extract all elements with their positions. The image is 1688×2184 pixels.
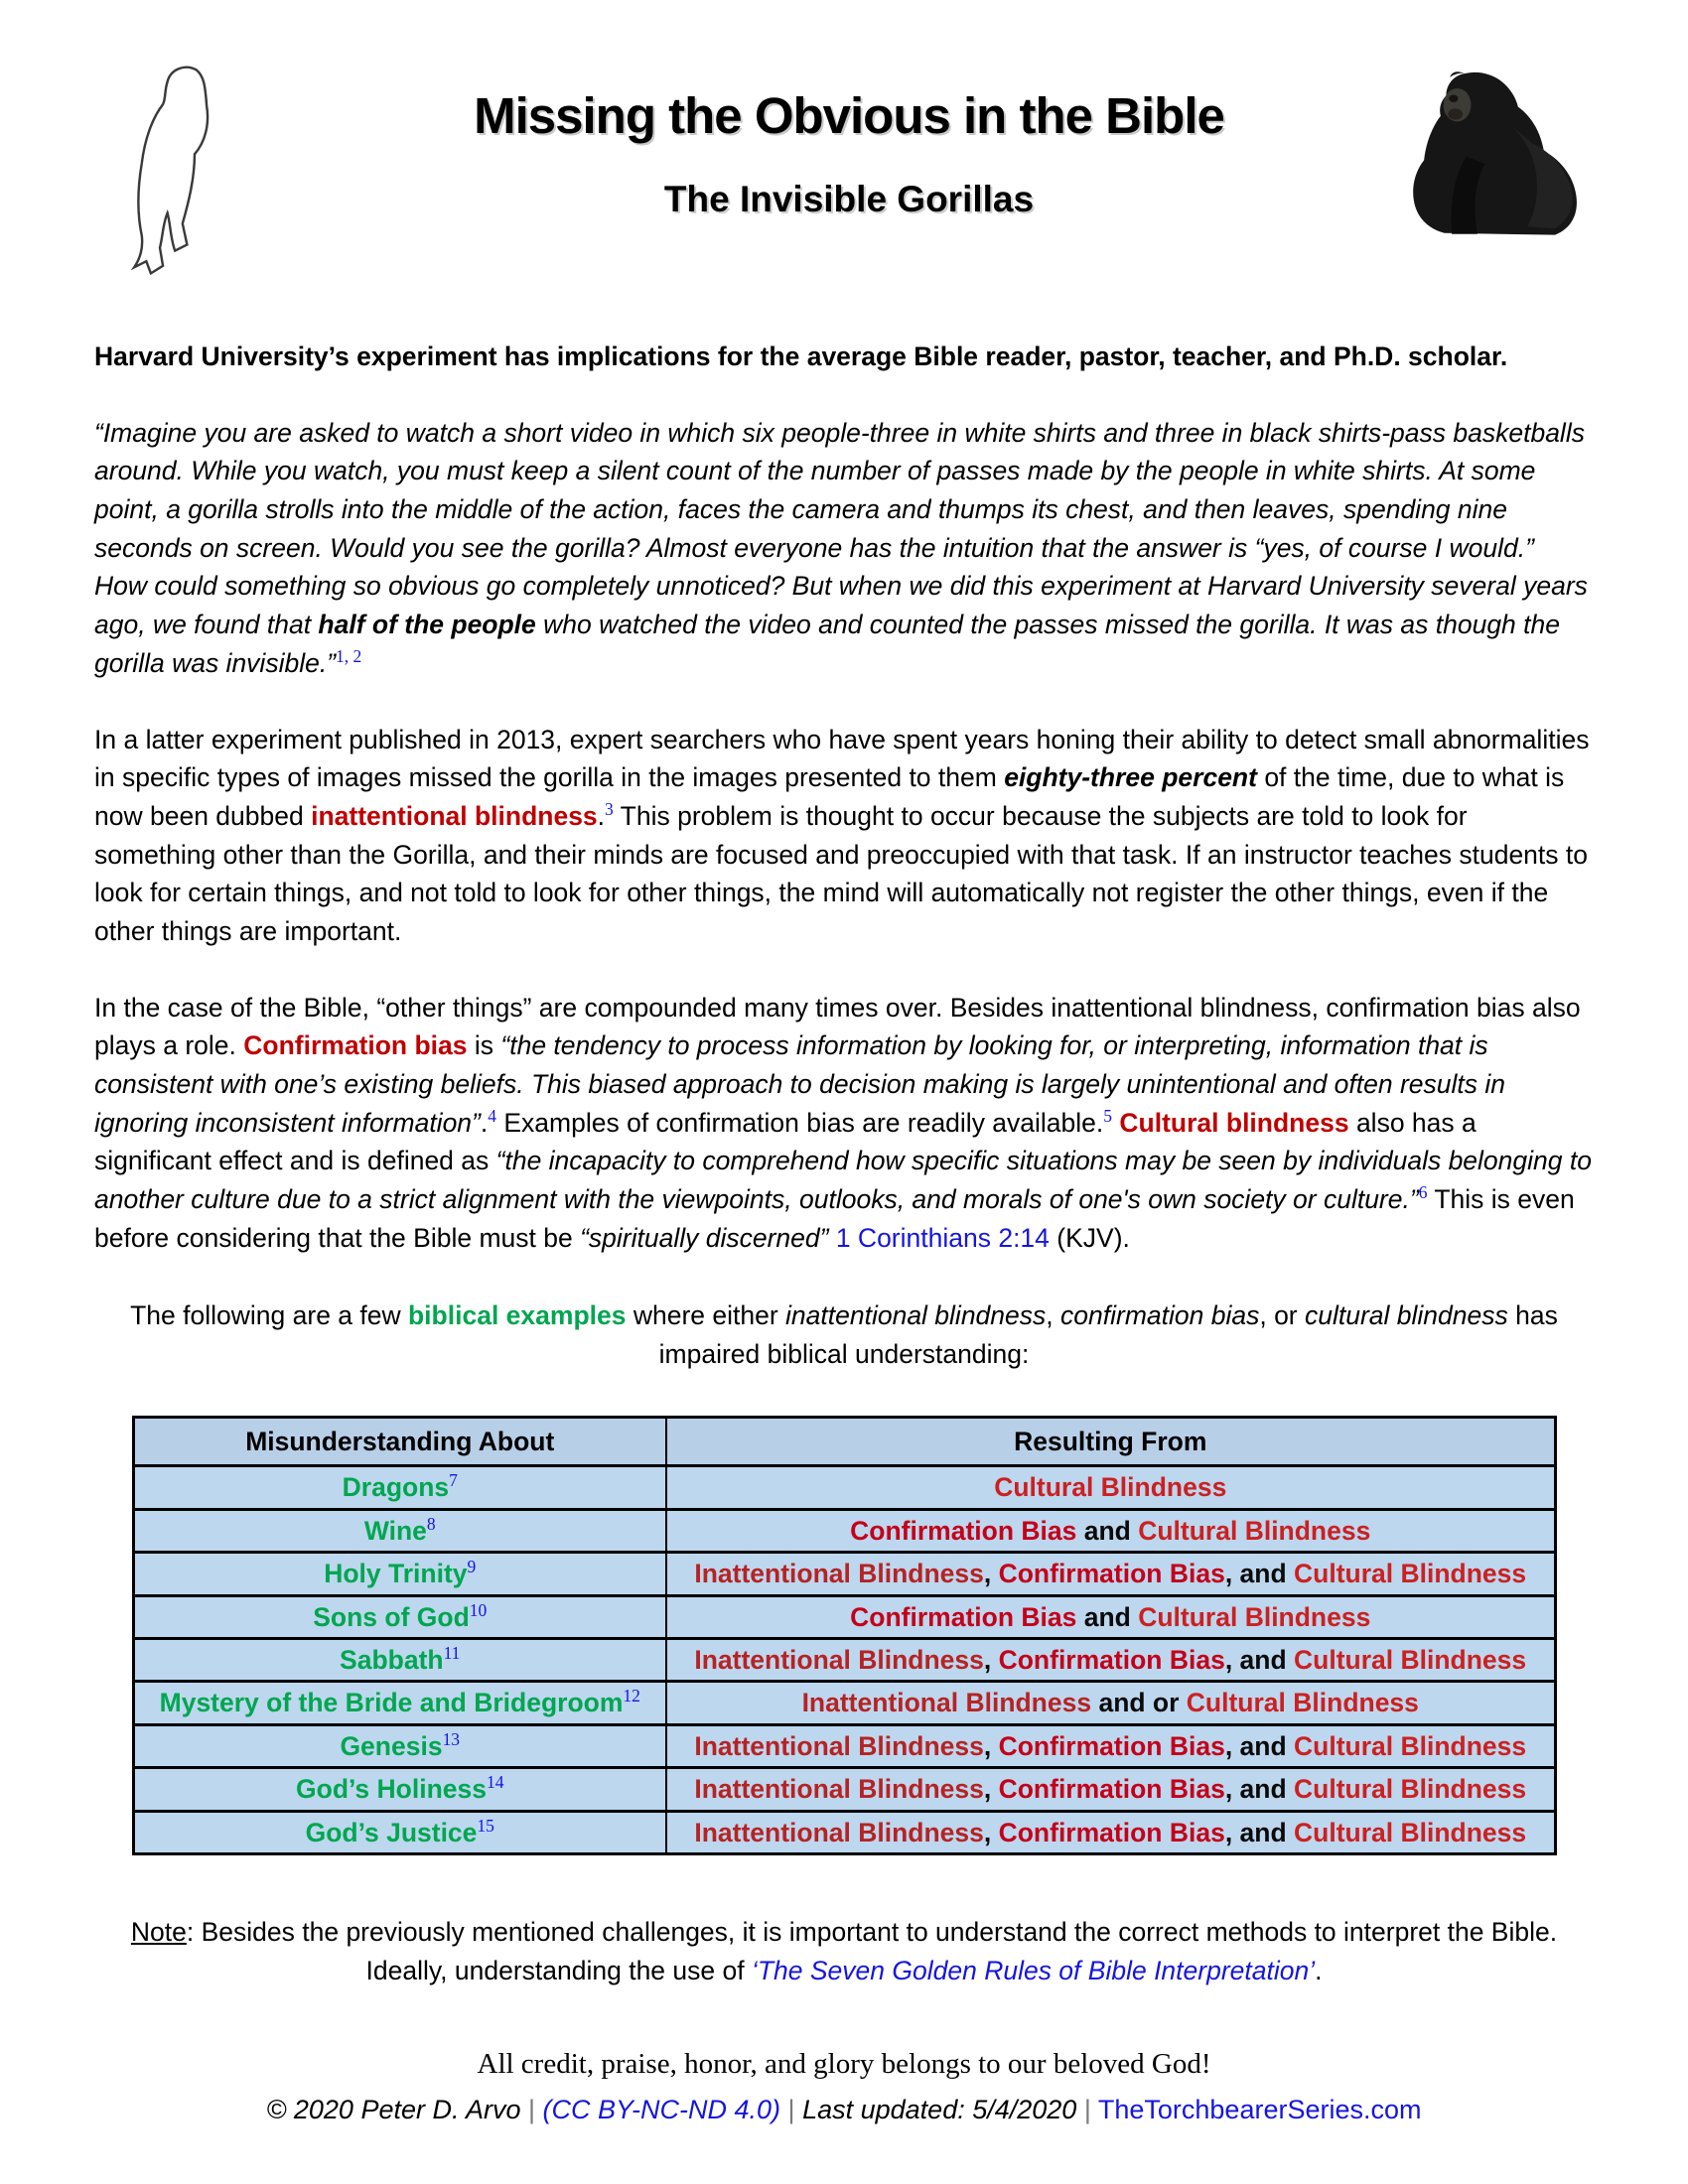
- text-run: Holy Trinity: [324, 1559, 468, 1589]
- table-header-row: [133, 1417, 1555, 1465]
- text-run: Cultural Blindness: [1294, 1559, 1527, 1589]
- examples-table: [132, 1416, 1557, 1855]
- footnote-ref[interactable]: 10: [469, 1599, 488, 1620]
- text-run: “the tendency to process information by looking for, or interpreting, information that is consistent with one’s existing beliefs. This biased approach to decision making is largely unintentional and often results in ignoring inconsistent information”: [94, 1030, 1506, 1138]
- text-run: biblical examples: [408, 1300, 627, 1331]
- footnote-ref[interactable]: 8: [426, 1513, 436, 1534]
- text-run: Cultural Blindness: [1294, 1730, 1527, 1761]
- text-run: Examples of confirmation bias are readily available.: [496, 1107, 1104, 1138]
- text-run: Cultural blindness: [1119, 1107, 1349, 1138]
- text-run: half of the people: [318, 610, 536, 640]
- table-row: [133, 1466, 1555, 1509]
- text-run: Cultural Blindness: [1186, 1688, 1419, 1718]
- text-run: Sons of God: [313, 1601, 470, 1632]
- table-cell-subject: [133, 1639, 666, 1682]
- text-run: The following are a few: [130, 1300, 408, 1331]
- text-run: Note: [130, 1917, 187, 1948]
- examples-table-body: [133, 1466, 1555, 1854]
- copyright-line: [94, 2091, 1594, 2129]
- text-run: also has a significant effect and is defined as: [94, 1107, 1477, 1176]
- text-run: “Imagine you are asked to watch a short video in which six people-three in white shirts and three in black shirts-pass basketballs around. While you watch, you must keep a silent count of the number of passes made by the people in white shirts. At some point, a gorilla strolls into the middle of the action, faces the camera and thumps its chest, and then leaves, spending nine seconds on screen. Would you see the gorilla? Almost everyone has the intuition that the answer is “yes, of course I would.” How could something so obvious go completely unnoticed? But when we did this experiment at Harvard University several years ago, we found that: [94, 417, 1588, 640]
- text-run: ,: [983, 1817, 999, 1847]
- text-run: Confirmation bias: [243, 1030, 468, 1061]
- table-cell-result: [666, 1682, 1555, 1724]
- table-cell-result: [666, 1768, 1555, 1811]
- text-run: |: [780, 2095, 803, 2125]
- footnote-ref[interactable]: 11: [443, 1643, 461, 1664]
- black-gorilla-photo-icon: [1400, 58, 1594, 248]
- text-run: In a latter experiment published in 2013, expert searchers who have spent years honing their ability to detect small abnormalities in specific types of images missed the gorilla in the images presented to them: [94, 724, 1590, 793]
- column-header-resulting: Resulting From: [666, 1417, 1555, 1465]
- table-row: [133, 1724, 1555, 1767]
- table-row: [133, 1553, 1555, 1595]
- link[interactable]: (CC BY-NC-ND 4.0): [542, 2095, 781, 2125]
- text-run: .: [480, 1107, 489, 1138]
- bible-paragraph: [94, 989, 1594, 1258]
- table-cell-result: [666, 1553, 1555, 1595]
- text-run: God’s Holiness: [296, 1774, 487, 1805]
- text-run: This problem is thought to occur because the subjects are told to look for something other than the Gorilla, and their minds are focused and preoccupied with that task. If an instructor teaches students to look for certain things, and not told to look for other things, the mind will automatically not register the other things, even if the other things are important.: [94, 800, 1588, 946]
- credit-line: All credit, praise, honor, and glory belongs to our beloved God!: [477, 2047, 1211, 2080]
- text-run: inattentional blindness: [311, 800, 598, 831]
- text-run: where either: [626, 1300, 786, 1331]
- page-title: Missing the Obvious in the Bible: [474, 87, 1224, 144]
- text-run: is: [467, 1030, 501, 1061]
- text-run: , or: [1259, 1300, 1305, 1331]
- footnote-ref[interactable]: 14: [486, 1772, 504, 1793]
- text-run: ,: [1046, 1300, 1061, 1331]
- text-run: has impaired biblical understanding:: [658, 1300, 1558, 1370]
- text-run: Confirmation Bias: [998, 1817, 1225, 1847]
- footnote-ref[interactable]: 4: [488, 1105, 496, 1126]
- table-cell-subject: [133, 1768, 666, 1811]
- text-run: ,: [983, 1645, 999, 1675]
- text-run: .: [1315, 1955, 1323, 1985]
- examples-intro: [94, 1297, 1594, 1373]
- text-run: and or: [1091, 1688, 1187, 1718]
- white-gorilla-outline-icon: [94, 58, 298, 284]
- table-cell-subject: [133, 1509, 666, 1552]
- text-run: , and: [1224, 1730, 1295, 1761]
- table-cell-result: [666, 1724, 1555, 1767]
- footnote-ref[interactable]: 6: [1418, 1182, 1428, 1203]
- footnote-ref[interactable]: 5: [1103, 1105, 1113, 1126]
- text-run: Confirmation Bias: [850, 1515, 1077, 1546]
- text-run: “the incapacity to comprehend how specific situations may be seen by individuals belonging to another culture due to a strict alignment with the viewpoints, outlooks, and morals of one's own society or culture.”: [94, 1146, 1592, 1215]
- gorilla-experiment-quote: [94, 414, 1594, 683]
- text-run: Wine: [363, 1515, 427, 1546]
- text-run: [828, 1223, 835, 1253]
- text-run: Inattentional Blindness: [694, 1774, 984, 1805]
- text-run: cultural blindness: [1305, 1300, 1508, 1331]
- table-cell-subject: [133, 1553, 666, 1595]
- text-run: confirmation bias: [1060, 1300, 1260, 1331]
- footnote-ref[interactable]: 13: [442, 1729, 461, 1750]
- text-run: Inattentional Blindness: [694, 1730, 984, 1761]
- text-run: who watched the video and counted the passes missed the gorilla. It was as though the gorilla was invisible.”: [94, 610, 1560, 678]
- text-run: |: [1076, 2095, 1098, 2125]
- table-cell-subject: [133, 1466, 666, 1509]
- text-run: and: [1076, 1515, 1139, 1546]
- text-run: Inattentional Blindness: [694, 1817, 984, 1847]
- text-run: : Besides the previously mentioned challenges, it is important to understand the correct methods to interpret the Bible. Ideally, understanding the use of: [186, 1917, 1558, 1985]
- table-cell-subject: [133, 1811, 666, 1853]
- text-run: ,: [983, 1559, 999, 1589]
- text-run: |: [520, 2095, 543, 2125]
- text-run: Cultural Blindness: [1294, 1817, 1527, 1847]
- footnote-ref[interactable]: 15: [477, 1815, 494, 1836]
- text-run: .: [597, 800, 606, 831]
- lede-paragraph: [94, 338, 1594, 376]
- text-run: (KJV).: [1049, 1222, 1130, 1253]
- text-run: and: [1076, 1601, 1139, 1632]
- white-gorilla-outline-image: [94, 58, 308, 295]
- footnote-ref[interactable]: 1, 2: [336, 645, 362, 666]
- table-cell-result: [666, 1639, 1555, 1682]
- text-run: Confirmation Bias: [998, 1730, 1225, 1761]
- table-cell-result: [666, 1509, 1555, 1552]
- text-run: © 2020 Peter D. Arvo: [266, 2095, 521, 2125]
- table-cell-subject: [133, 1724, 666, 1767]
- footnote-ref[interactable]: 12: [623, 1686, 640, 1706]
- text-run: Confirmation Bias: [998, 1645, 1225, 1675]
- text-run: Confirmation Bias: [850, 1601, 1077, 1632]
- header: [94, 0, 1594, 294]
- text-run: of the time, due to what is now been dubbed: [94, 762, 1565, 831]
- text-run: “spiritually discerned”: [580, 1222, 829, 1253]
- link[interactable]: 1 Corinthians 2:14: [835, 1222, 1050, 1253]
- text-run: God’s Justice: [305, 1817, 478, 1847]
- column-header-misunderstanding: Misunderstanding About: [133, 1417, 666, 1465]
- table-cell-result: [666, 1466, 1555, 1509]
- text-run: Sabbath: [340, 1645, 444, 1675]
- text-run: Cultural Blindness: [1294, 1774, 1527, 1805]
- title-block: [308, 58, 1390, 226]
- text-run: Cultural Blindness: [1138, 1601, 1371, 1632]
- text-run: Genesis: [340, 1730, 443, 1761]
- table-row: [133, 1509, 1555, 1552]
- text-run: Cultural Blindness: [1294, 1645, 1527, 1675]
- table-cell-subject: [133, 1682, 666, 1724]
- note-paragraph: [94, 1913, 1594, 1989]
- link[interactable]: ‘The Seven Golden Rules of Bible Interpretation’: [751, 1955, 1316, 1985]
- table-row: [133, 1639, 1555, 1682]
- table-row: [133, 1682, 1555, 1724]
- footnote-ref[interactable]: 9: [467, 1557, 477, 1577]
- link[interactable]: TheTorchbearerSeries.com: [1097, 2095, 1422, 2125]
- text-run: , and: [1224, 1774, 1295, 1805]
- text-run: inattentional blindness: [785, 1300, 1047, 1331]
- text-run: In the case of the Bible, “other things” are compounded many times over. Besides inattentional blindness, confirmation bias also plays a role.: [94, 992, 1581, 1061]
- table-row: [133, 1595, 1555, 1638]
- text-run: Confirmation Bias: [998, 1774, 1225, 1805]
- table-cell-subject: [133, 1595, 666, 1638]
- examples-table-header: [133, 1417, 1555, 1465]
- text-run: , and: [1224, 1645, 1295, 1675]
- table-row: [133, 1811, 1555, 1853]
- text-run: Last updated: 5/4/2020: [802, 2095, 1077, 2125]
- text-run: ,: [983, 1774, 999, 1805]
- text-run: Dragons: [342, 1472, 450, 1503]
- text-run: Cultural Blindness: [994, 1472, 1227, 1503]
- black-gorilla-image: [1390, 58, 1594, 248]
- text-run: Inattentional Blindness: [694, 1645, 984, 1675]
- footnote-ref[interactable]: 7: [449, 1470, 458, 1491]
- text-run: Inattentional Blindness: [801, 1688, 1092, 1718]
- text-run: Confirmation Bias: [998, 1559, 1225, 1589]
- experiment-paragraph: [94, 721, 1594, 951]
- table-cell-result: [666, 1595, 1555, 1638]
- text-run: Mystery of the Bride and Bridegroom: [159, 1688, 624, 1718]
- text-run: ,: [983, 1730, 999, 1761]
- text-run: Cultural Blindness: [1138, 1515, 1371, 1546]
- page-subtitle: The Invisible Gorillas: [663, 179, 1035, 220]
- footer: [94, 2046, 1594, 2130]
- text-run: This is even before considering that the Bible must be: [94, 1184, 1575, 1253]
- footnote-ref[interactable]: 3: [605, 799, 614, 820]
- text-run: eighty-three percent: [1004, 762, 1257, 793]
- text-run: Harvard University’s experiment has implications for the average Bible reader, pastor, teacher, and Ph.D. scholar.: [94, 341, 1508, 371]
- table-row: [133, 1768, 1555, 1811]
- text-run: Inattentional Blindness: [694, 1559, 984, 1589]
- table-cell-result: [666, 1811, 1555, 1853]
- text-run: , and: [1224, 1559, 1295, 1589]
- text-run: , and: [1224, 1817, 1295, 1847]
